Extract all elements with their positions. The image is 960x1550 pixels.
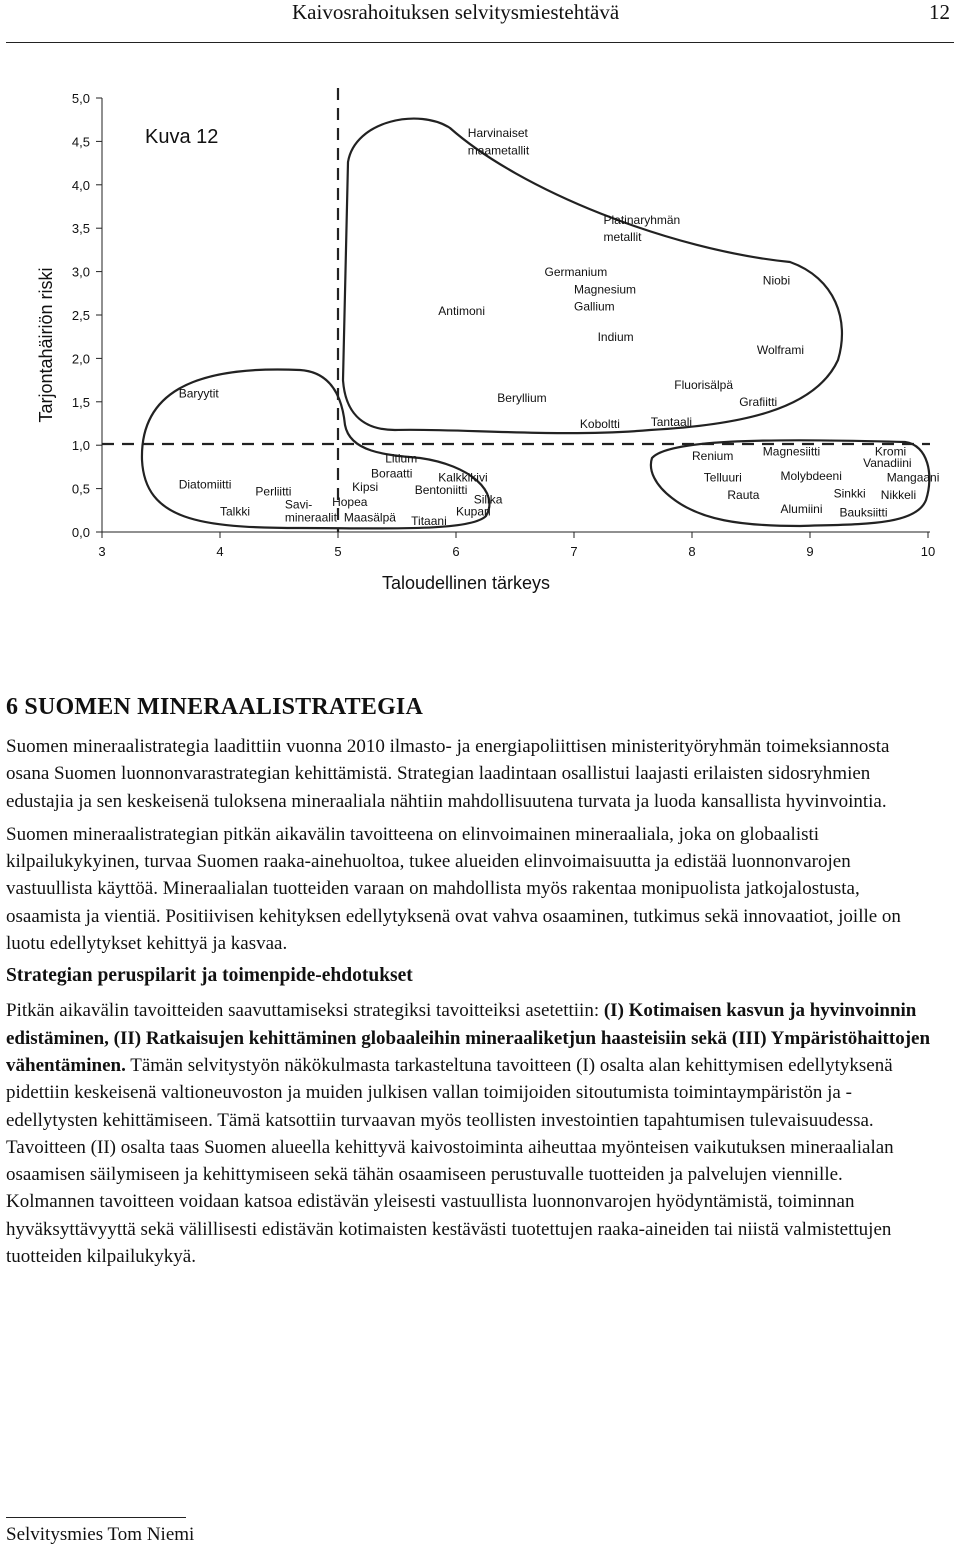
page-header (0, 0, 960, 44)
section-title: 6 SUOMEN MINERAALISTRATEGIA (6, 694, 424, 720)
x-tick-label: 10 (920, 544, 936, 559)
mineral-label: Grafiitti (739, 395, 778, 410)
mineral-label: Magnesiitti (762, 444, 821, 459)
paragraph-1: Suomen mineraalistrategia laadittiin vuonna 2010 ilmasto- ja energiapoliittisen ministerityöryhmän toimeksiannosta osana Suomen luonnonvarastrategian kehittämistä. Strategian laadintaan osallistui laajasti erilaisten sidosryhmien edustajia ja sen keskeisenä tuloksena mineraaliala nähtiin mahdollisuutena turvata ja luoda kansallista hyvinvointia. (6, 736, 890, 812)
document-title: Kaivosrahoituksen selvitysmiestehtävä (292, 0, 620, 24)
y-tick-label: 1,0 (71, 438, 90, 454)
x-tick-label: 7 (570, 544, 578, 559)
mineral-label: Bentoniitti (414, 482, 468, 497)
mineral-label: Rauta (727, 488, 760, 503)
x-tick-label: 5 (334, 544, 342, 559)
mineral-label: Maasälpä (343, 510, 396, 525)
mineral-label: Antimoni (438, 304, 485, 318)
mineral-label: Beryllium (497, 390, 547, 405)
mineral-label: Litium (385, 451, 418, 466)
mineral-label: Fluorisälpä (674, 377, 734, 392)
header-divider (6, 42, 954, 43)
x-tick-label: 3 (98, 544, 106, 559)
page-number: 12 (929, 0, 950, 24)
mineral-labels (179, 126, 940, 528)
mineral-label: Molybdeeni (780, 468, 842, 483)
y-tick-label: 0,5 (71, 481, 90, 497)
y-tick-label: 4,0 (71, 177, 90, 193)
figure-label: Kuva 12 (145, 126, 219, 148)
paragraph-2: Suomen mineraalistrategian pitkän aikavälin tavoitteena on elinvoimainen mineraaliala, joka on globaalisti kilpailukykyinen, turvaa Suomen raaka-ainehuoltoa, tukee alueiden elinvoimaisuutta ja edistää luonnonvarojen vastuullista käyttöä. Mineraalialan tuotteiden varaan on mahdollista myös rakentaa monipuolista jatkojalostusta, osaamista ja vientiä. Positiivisen kehityksen edellytyksenä ovat vahva osaaminen, tutkimus sekä innovaatiot, joille on luotu edellytykset kehittyä ja kasvaa. (6, 823, 901, 955)
footer-author: Selvitysmies Tom Niemi (6, 1524, 195, 1545)
x-tick-label: 4 (216, 544, 224, 559)
mineral-label: Perliitti (255, 484, 292, 499)
section-mineral-strategy (6, 694, 936, 1276)
mineral-label: Kupari (456, 504, 491, 519)
mineral-label: Kipsi (352, 480, 379, 495)
subsection-title: Strategian peruspilarit ja toimenpide-ehdotukset (6, 965, 413, 987)
mineral-label: Diatomiitti (178, 477, 232, 492)
mineral-label: Magnesium (574, 282, 637, 297)
mineral-label: Boraatti (371, 466, 413, 481)
mineral-label: Wolframi (756, 343, 805, 358)
mineral-label: Platinaryhmän (603, 212, 681, 227)
x-tick-label: 8 (688, 544, 696, 559)
x-axis-title: Taloudellinen tärkeys (381, 573, 551, 593)
mineral-label: Renium (692, 448, 734, 463)
y-tick-label: 0,0 (71, 525, 90, 540)
mineral-label: Bauksiitti (839, 505, 888, 520)
y-tick-label: 1,5 (71, 394, 90, 410)
y-tick-label: 3,5 (71, 221, 90, 237)
mineral-label: maametallit (467, 143, 530, 158)
mineral-label: Titaani (411, 514, 447, 529)
mineral-label: metallit (603, 230, 642, 245)
mineral-label: Kalkkikivi (438, 470, 488, 485)
mineral-label: Harvinaiset (467, 126, 528, 141)
paragraph-3-goals: (I) Kotimaisen kasvun ja hyvinvoinnin edistäminen, (II) Ratkaisujen kehittäminen globaaleihin mineraaliketjun haasteisiin sekä (III) Ympäristöhaittojen vähentäminen. (6, 1000, 931, 1076)
y-axis (72, 91, 102, 540)
mineral-label: Hopea (332, 494, 368, 509)
mineral-label: Germanium (544, 264, 608, 279)
mineral-label: Telluuri (703, 470, 742, 485)
supply-risk-chart (0, 80, 960, 610)
y-tick-label: 2,0 (71, 351, 90, 367)
mineral-label: Sinkki (833, 486, 866, 501)
mineral-label: Vanadiini (863, 455, 912, 470)
mineral-label: Mangaani (886, 470, 940, 485)
mineral-label: Nikkeli (880, 488, 917, 503)
footer-divider (6, 1517, 186, 1518)
mineral-label: Koboltti (579, 416, 620, 431)
y-axis-title: Tarjontahäiriön riski (36, 267, 56, 423)
mineral-label: Gallium (574, 299, 615, 314)
paragraph-3 (6, 997, 936, 1270)
y-tick-label: 2,5 (71, 308, 90, 323)
y-tick-label: 4,5 (71, 134, 90, 150)
mineral-label: Niobi (762, 273, 791, 288)
mineral-label: Alumiini (780, 501, 823, 516)
mineral-label: mineraalit (284, 510, 337, 525)
mineral-label: Talkki (220, 504, 251, 519)
paragraph-3-body: Tämän selvitystyön näkökulmasta tarkasteltuna tavoitteen (I) osalta alan kehittymisen edellytyksenä pidettiin keskeisenä valtioneuvoston ja muiden julkisen vallan toimijoiden sitoutumista toimintaympäristön ja -edellytysten kehittämiseen. Tämä katsottiin turvaavan myös teollisten investointien tapahtumisen tulevaisuudessa. Tavoitteen (II) osalta taas Suomen alueella kehittyvä kaivostoiminta aiheuttaa myönteisen vaikutuksen mineraalialan osaamisen säilymiseen ja kehittymiseen sekä tähän osaamiseen perustuvalle tuotteiden ja palvelujen viennille. Kolmannen tavoitteen voidaan katsoa edistävän yleisesti vastuullista luonnonvarojen hyödyntämistä, toiminnan hyväksyttävyyttä sekä välillisesti edistävän kotimaisten kestävästi tuotettujen raaka-aineiden tai niistä valmistettujen tuotteiden kilpailukykyä. (6, 1054, 894, 1268)
y-tick-label: 5,0 (71, 91, 90, 106)
mineral-label: Kromi (874, 444, 907, 459)
mineral-label: Silika (473, 492, 503, 507)
mineral-label: Savi- (284, 497, 313, 512)
y-tick-label: 3,0 (71, 264, 90, 280)
x-axis (98, 532, 935, 559)
mineral-label: Indium (597, 330, 634, 345)
mineral-label: Tantaali (650, 415, 693, 430)
mineral-label: Baryytit (178, 386, 219, 401)
x-tick-label: 9 (806, 544, 814, 559)
paragraph-3-intro: Pitkän aikavälin tavoitteiden saavuttamiseksi strategiksi tavoitteiksi asetettiin: (6, 1000, 604, 1022)
x-tick-label: 6 (452, 544, 460, 559)
